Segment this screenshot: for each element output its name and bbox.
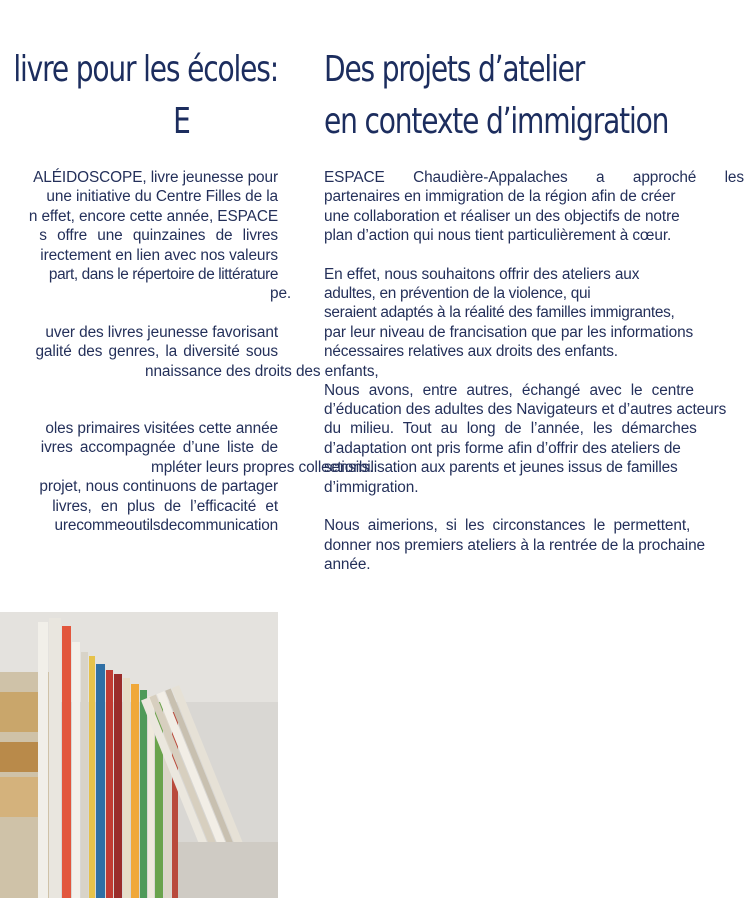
left-paragraph-2 [0,323,379,381]
text-line: ivres accompagnée d’une liste de [40,439,278,457]
text-line: irectement en lien avec nos valeurs [40,246,278,264]
text-line: par leur niveau de francisation que par les informations [324,323,694,341]
bookshelf-illustration [0,612,278,898]
text-line: urecommeoutilsdecommunication [54,517,278,535]
left-paragraph-1 [0,168,292,304]
text-line: galité des genres, la diversité sous [35,343,278,361]
right-article-body [324,168,744,593]
right-article-title [324,44,669,148]
text-line: uver des livres jeunesse favorisant [45,323,278,341]
text-line: seraient adaptés à la réalité des familles immigrantes, [324,304,675,322]
text-line: nnaissance des droits des enfants, [145,362,379,380]
right-title-line-2: en contexte d’immigration [324,101,669,142]
text-line: une initiative du Centre Filles de la [46,188,278,206]
text-line: Nous avons, entre autres, échangé avec le centre [324,381,694,399]
text-line: pe. [270,285,292,303]
right-paragraph-3 [324,381,744,497]
text-line: plan d’action qui nous tient particulièrement à cœur. [324,227,672,245]
right-article-heading [324,44,744,148]
text-line: mpléter leurs propres collections. [151,458,374,476]
text-line: année. [324,555,371,573]
bookshelf-photo [0,612,278,898]
text-line: d’éducation des adultes des Navigateurs et d’autres acteurs [324,401,727,419]
text-line: ALÉIDOSCOPE, livre jeunesse pour [33,169,278,186]
right-paragraph-2 [324,265,744,362]
left-title-line-2: E [173,101,190,142]
text-line: Nous aimerions, si les circonstances le permettent, [324,517,691,535]
left-article-heading-2 [0,96,278,148]
right-paragraph-1 [324,168,744,246]
text-line: nécessaires relatives aux droits des enfants. [324,343,618,361]
text-line: d’adaptation ont pris forme afin d’offrir des ateliers de [324,439,681,457]
text-line: donner nos premiers ateliers à la rentrée de la prochaine [324,536,705,554]
text-line: partenaires en immigration de la région afin de créer [324,188,676,206]
text-line: d’immigration. [324,478,419,496]
text-line: part, dans le répertoire de littérature [48,266,278,284]
text-line: sensibilisation aux parents et jeunes issus de familles [324,459,678,477]
text-line: du milieu. Tout au long de l’année, les démarches [324,420,697,438]
left-article-heading [0,44,278,96]
text-line: s offre une quinzaines de livres [39,227,278,245]
right-title-line-1: Des projets d’atelier [324,49,585,90]
text-line: livres, en plus de l’efficacité et [52,497,278,515]
text-line: En effet, nous souhaitons offrir des ateliers aux [324,265,640,283]
text-line: ESPACE Chaudière-Appalaches a approché les [324,169,744,186]
left-article-title [0,44,278,96]
text-line: n effet, encore cette année, ESPACE [28,207,278,225]
text-line: projet, nous continuons de partager [39,478,278,496]
left-title-line-1: livre pour les écoles: [13,49,279,90]
text-line: adultes, en prévention de la violence, qui [324,285,591,303]
left-article-title-2 [0,96,190,148]
right-paragraph-4 [324,516,744,574]
text-line: une collaboration et réaliser un des objectifs de notre [324,207,680,225]
right-article [324,0,744,800]
text-line: oles primaires visitées cette année [45,420,278,438]
